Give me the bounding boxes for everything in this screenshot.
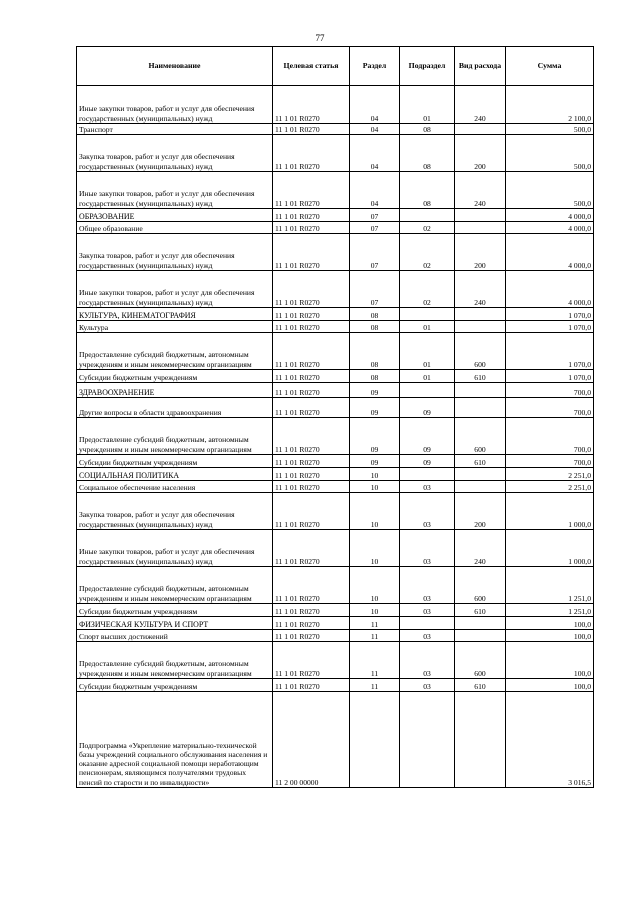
row-expense-type: 600 (455, 567, 506, 604)
row-sum: 100,0 (506, 630, 594, 642)
row-name: Общее образование (77, 222, 273, 234)
row-sum: 4 000,0 (506, 209, 594, 222)
row-target: 11 1 01 R0270 (273, 455, 350, 468)
row-sum: 3 016,5 (506, 692, 594, 788)
row-name: Подпрограмма «Укрепление материально-технической базы учреждений социального обслуживания населения и оказание адресной социальной помощи неработающим пенсионерам, являющимся получателями трудовых пенсий по старости и по инвалидности» (77, 692, 273, 788)
row-subsection: 02 (400, 271, 455, 308)
table-row (77, 630, 594, 642)
row-target: 11 1 01 R0270 (273, 642, 350, 679)
header-sum: Сумма (506, 47, 594, 86)
row-subsection: 03 (400, 481, 455, 493)
row-sum: 1 070,0 (506, 308, 594, 321)
row-sum: 4 000,0 (506, 234, 594, 271)
table-row (77, 604, 594, 617)
row-subsection: 03 (400, 604, 455, 617)
row-name: Предоставление субсидий бюджетным, автономным учреждениям и иным некоммерческим организациям (77, 333, 273, 370)
row-subsection (400, 308, 455, 321)
row-section: 08 (350, 308, 400, 321)
row-section: 10 (350, 567, 400, 604)
row-expense-type: 600 (455, 418, 506, 455)
row-target: 11 1 01 R0270 (273, 209, 350, 222)
table-row (77, 172, 594, 209)
row-target: 11 1 01 R0270 (273, 398, 350, 418)
row-name: Субсидии бюджетным учреждениям (77, 370, 273, 383)
row-target: 11 1 01 R0270 (273, 234, 350, 271)
row-sum: 700,0 (506, 398, 594, 418)
row-sum: 2 251,0 (506, 468, 594, 481)
row-section: 10 (350, 530, 400, 567)
row-section: 11 (350, 617, 400, 630)
row-name: Субсидии бюджетным учреждениям (77, 455, 273, 468)
row-subsection: 01 (400, 86, 455, 124)
row-subsection (400, 209, 455, 222)
row-target: 11 1 01 R0270 (273, 124, 350, 135)
row-name: Субсидии бюджетным учреждениям (77, 679, 273, 692)
row-subsection: 09 (400, 398, 455, 418)
row-expense-type (455, 209, 506, 222)
row-sum: 1 251,0 (506, 604, 594, 617)
table-row (77, 642, 594, 679)
row-expense-type: 600 (455, 333, 506, 370)
row-expense-type (455, 481, 506, 493)
row-target: 11 1 01 R0270 (273, 481, 350, 493)
row-sum: 500,0 (506, 124, 594, 135)
table-row (77, 333, 594, 370)
row-section: 08 (350, 370, 400, 383)
row-name: Иные закупки товаров, работ и услуг для обеспечения государственных (муниципальных) нужд (77, 530, 273, 567)
row-section: 04 (350, 135, 400, 172)
table-row (77, 308, 594, 321)
row-subsection: 02 (400, 222, 455, 234)
row-name: Спорт высших достижений (77, 630, 273, 642)
row-name: Закупка товаров, работ и услуг для обеспечения государственных (муниципальных) нужд (77, 234, 273, 271)
row-name: ОБРАЗОВАНИЕ (77, 209, 273, 222)
row-sum: 500,0 (506, 172, 594, 209)
row-target: 11 1 01 R0270 (273, 321, 350, 333)
row-section: 07 (350, 271, 400, 308)
table-row (77, 234, 594, 271)
table-row (77, 567, 594, 604)
row-section: 11 (350, 679, 400, 692)
row-section: 10 (350, 493, 400, 530)
row-expense-type (455, 383, 506, 398)
row-target: 11 1 01 R0270 (273, 271, 350, 308)
row-subsection: 03 (400, 642, 455, 679)
header-subsection: Подраздел (400, 47, 455, 86)
row-sum: 1 000,0 (506, 493, 594, 530)
row-expense-type (455, 617, 506, 630)
row-section: 08 (350, 333, 400, 370)
table-row (77, 530, 594, 567)
row-expense-type: 240 (455, 271, 506, 308)
table-row (77, 617, 594, 630)
table-row (77, 679, 594, 692)
row-expense-type (455, 222, 506, 234)
table-row (77, 370, 594, 383)
row-section: 08 (350, 321, 400, 333)
row-sum: 2 251,0 (506, 481, 594, 493)
row-name: Предоставление субсидий бюджетным, автономным учреждениям и иным некоммерческим организациям (77, 418, 273, 455)
row-target: 11 1 01 R0270 (273, 630, 350, 642)
row-name: Иные закупки товаров, работ и услуг для обеспечения государственных (муниципальных) нужд (77, 172, 273, 209)
row-name: ФИЗИЧЕСКАЯ КУЛЬТУРА И СПОРТ (77, 617, 273, 630)
row-sum: 700,0 (506, 383, 594, 398)
row-section: 09 (350, 455, 400, 468)
table-row (77, 493, 594, 530)
row-subsection: 08 (400, 124, 455, 135)
row-sum: 1 070,0 (506, 370, 594, 383)
row-target: 11 1 01 R0270 (273, 468, 350, 481)
row-expense-type: 610 (455, 679, 506, 692)
table-row (77, 455, 594, 468)
row-subsection: 03 (400, 493, 455, 530)
row-section: 04 (350, 124, 400, 135)
row-sum: 2 100,0 (506, 86, 594, 124)
row-name: Иные закупки товаров, работ и услуг для обеспечения государственных (муниципальных) нужд (77, 86, 273, 124)
row-target: 11 1 01 R0270 (273, 617, 350, 630)
row-subsection: 02 (400, 234, 455, 271)
table-row (77, 124, 594, 135)
row-target: 11 1 01 R0270 (273, 333, 350, 370)
row-expense-type (455, 468, 506, 481)
row-section: 10 (350, 604, 400, 617)
row-sum: 700,0 (506, 455, 594, 468)
row-name: Иные закупки товаров, работ и услуг для обеспечения государственных (муниципальных) нужд (77, 271, 273, 308)
row-expense-type (455, 321, 506, 333)
row-name: Транспорт (77, 124, 273, 135)
row-subsection: 03 (400, 679, 455, 692)
row-name: Субсидии бюджетным учреждениям (77, 604, 273, 617)
row-section (350, 692, 400, 788)
row-name: Другие вопросы в области здравоохранения (77, 398, 273, 418)
row-target: 11 1 01 R0270 (273, 172, 350, 209)
row-sum: 700,0 (506, 418, 594, 455)
row-subsection: 09 (400, 455, 455, 468)
row-expense-type: 610 (455, 370, 506, 383)
row-section: 09 (350, 418, 400, 455)
table-row (77, 222, 594, 234)
table-row (77, 398, 594, 418)
row-subsection: 01 (400, 370, 455, 383)
row-section: 11 (350, 642, 400, 679)
table-row (77, 692, 594, 788)
table-row (77, 209, 594, 222)
row-subsection: 08 (400, 135, 455, 172)
row-sum: 4 000,0 (506, 222, 594, 234)
row-section: 09 (350, 398, 400, 418)
table-row (77, 418, 594, 455)
row-subsection: 01 (400, 333, 455, 370)
row-subsection (400, 692, 455, 788)
row-expense-type: 240 (455, 86, 506, 124)
row-name: Закупка товаров, работ и услуг для обеспечения государственных (муниципальных) нужд (77, 493, 273, 530)
row-subsection: 09 (400, 418, 455, 455)
row-sum: 1 070,0 (506, 333, 594, 370)
row-expense-type: 610 (455, 604, 506, 617)
row-target: 11 1 01 R0270 (273, 418, 350, 455)
row-expense-type (455, 398, 506, 418)
row-expense-type: 240 (455, 530, 506, 567)
page-number: 77 (315, 33, 325, 43)
row-sum: 500,0 (506, 135, 594, 172)
table-row (77, 271, 594, 308)
row-subsection: 01 (400, 321, 455, 333)
row-subsection: 03 (400, 630, 455, 642)
row-name: Предоставление субсидий бюджетным, автономным учреждениям и иным некоммерческим организациям (77, 567, 273, 604)
row-name: СОЦИАЛЬНАЯ ПОЛИТИКА (77, 468, 273, 481)
header-expense-type: Вид расхода (455, 47, 506, 86)
row-target: 11 1 01 R0270 (273, 604, 350, 617)
row-sum: 100,0 (506, 679, 594, 692)
row-sum: 100,0 (506, 642, 594, 679)
row-name: ЗДРАВООХРАНЕНИЕ (77, 383, 273, 398)
row-section: 07 (350, 222, 400, 234)
header-name: Наименование (77, 47, 273, 86)
row-section: 10 (350, 468, 400, 481)
table-row (77, 481, 594, 493)
row-subsection: 03 (400, 530, 455, 567)
row-sum: 1 000,0 (506, 530, 594, 567)
row-subsection: 03 (400, 567, 455, 604)
row-subsection (400, 468, 455, 481)
row-name: Закупка товаров, работ и услуг для обеспечения государственных (муниципальных) нужд (77, 135, 273, 172)
row-sum: 4 000,0 (506, 271, 594, 308)
row-section: 04 (350, 86, 400, 124)
row-subsection: 08 (400, 172, 455, 209)
row-subsection (400, 383, 455, 398)
row-target: 11 1 01 R0270 (273, 567, 350, 604)
row-expense-type (455, 308, 506, 321)
row-expense-type: 200 (455, 135, 506, 172)
row-expense-type (455, 692, 506, 788)
row-name: Культура (77, 321, 273, 333)
table-row (77, 86, 594, 124)
row-expense-type: 200 (455, 234, 506, 271)
row-section: 04 (350, 172, 400, 209)
row-target: 11 1 01 R0270 (273, 370, 350, 383)
row-section: 07 (350, 234, 400, 271)
row-section: 11 (350, 630, 400, 642)
row-target: 11 1 01 R0270 (273, 530, 350, 567)
header-target: Целевая статья (273, 47, 350, 86)
row-name: КУЛЬТУРА, КИНЕМАТОГРАФИЯ (77, 308, 273, 321)
row-expense-type: 600 (455, 642, 506, 679)
row-expense-type (455, 630, 506, 642)
table-row (77, 321, 594, 333)
row-expense-type: 200 (455, 493, 506, 530)
row-sum: 1 070,0 (506, 321, 594, 333)
header-section: Раздел (350, 47, 400, 86)
row-expense-type (455, 124, 506, 135)
row-sum: 1 251,0 (506, 567, 594, 604)
row-expense-type: 610 (455, 455, 506, 468)
row-target: 11 1 01 R0270 (273, 135, 350, 172)
table-row (77, 468, 594, 481)
row-target: 11 1 01 R0270 (273, 383, 350, 398)
row-target: 11 1 01 R0270 (273, 493, 350, 530)
row-sum: 100,0 (506, 617, 594, 630)
row-target: 11 2 00 00000 (273, 692, 350, 788)
budget-table (76, 46, 594, 788)
table-row (77, 135, 594, 172)
row-name: Социальное обеспечение населения (77, 481, 273, 493)
row-target: 11 1 01 R0270 (273, 308, 350, 321)
table-row (77, 383, 594, 398)
row-target: 11 1 01 R0270 (273, 679, 350, 692)
row-section: 07 (350, 209, 400, 222)
row-target: 11 1 01 R0270 (273, 222, 350, 234)
table-header-row (77, 47, 594, 86)
row-target: 11 1 01 R0270 (273, 86, 350, 124)
row-subsection (400, 617, 455, 630)
row-name: Предоставление субсидий бюджетным, автономным учреждениям и иным некоммерческим организациям (77, 642, 273, 679)
row-section: 10 (350, 481, 400, 493)
table-body (77, 86, 594, 788)
row-section: 09 (350, 383, 400, 398)
row-expense-type: 240 (455, 172, 506, 209)
